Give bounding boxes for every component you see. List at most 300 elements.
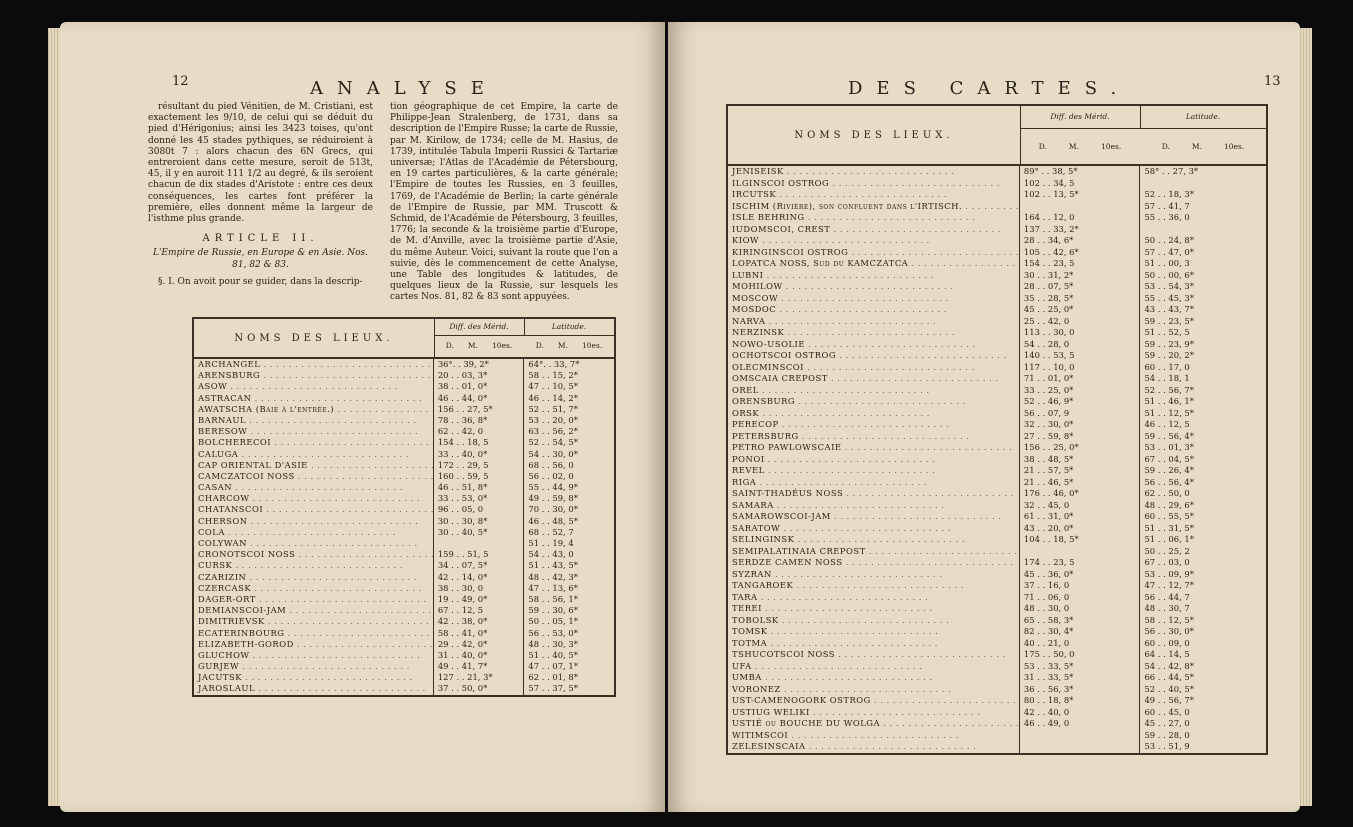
longitude-value: 42 . . 14, 0* <box>434 572 525 583</box>
latitude-value: 46 . . 14, 2* <box>528 392 578 403</box>
place-name: DEMIANSCOI-JAM . . . <box>194 605 434 616</box>
longitude-value: 127 . . 21, 3* <box>434 672 525 683</box>
place-name: BOLCHERECOI . . . <box>194 437 434 448</box>
latitude-value: 58° . . 27, 3* <box>1144 166 1199 176</box>
table-row <box>728 477 1266 489</box>
latitude-value: 70 . . 30, 0* <box>528 504 578 515</box>
table-row <box>728 293 1266 305</box>
table-row <box>728 523 1266 535</box>
table-row <box>728 212 1266 224</box>
place-name: IUDOMSCOI, CREST . . . <box>728 224 1020 236</box>
page-number: 13 <box>1264 74 1281 89</box>
longitude-value: 160 . . 59, 5 <box>434 471 525 482</box>
longitude-value: 33 . . 40, 0* <box>434 449 525 460</box>
latitude-value: 52 . . 54, 5* <box>528 437 578 448</box>
latitude-value: 60 . . 09, 0 <box>1144 637 1190 648</box>
latitude-value: 58 . . 56, 1* <box>528 593 578 604</box>
longitude-value: 174 . . 23, 5 <box>1020 557 1141 569</box>
table-row <box>194 639 614 650</box>
longitude-value <box>1020 730 1141 742</box>
latitude-value: 54 . . 43, 0 <box>528 549 574 560</box>
longitude-value: 71 . . 01, 0* <box>1020 373 1141 385</box>
latitude-value: 50 . . 24, 8* <box>1144 235 1194 245</box>
longitude-value: 62 . . 42, 0 <box>434 426 525 437</box>
table-row <box>194 560 614 571</box>
table-row <box>728 327 1266 339</box>
text-column-1 <box>148 102 373 288</box>
table-row <box>728 178 1266 190</box>
place-name: UMBA . . . <box>728 672 1020 684</box>
latitude-value: 52 . . 18, 3* <box>1144 189 1194 199</box>
table-row <box>728 500 1266 512</box>
longitude-value: 67 . . 12, 5 <box>434 605 525 616</box>
latitude-value: 54 . . 42, 8* <box>1144 660 1194 671</box>
latitude-value: 66 . . 44, 5* <box>1144 672 1194 682</box>
latitude-value: 50 . . 05, 1* <box>528 616 578 627</box>
longitude-value: 105 . . 42, 6* <box>1020 247 1141 259</box>
table-row <box>194 415 614 426</box>
table-row <box>194 683 614 694</box>
place-name: MOHILOW . . . <box>728 281 1020 293</box>
table-row <box>194 393 614 404</box>
place-name: UST-CAMENOGORK OSTROG . . . <box>728 695 1020 707</box>
table-row <box>728 189 1266 201</box>
latitude-value: 51 . . 19, 4 <box>528 538 574 548</box>
longitude-value: 38 . . 30, 0 <box>434 583 525 594</box>
longitude-value: 19 . . 49, 0* <box>434 594 525 605</box>
latitude-value: 51 . . 06, 1* <box>1144 534 1194 544</box>
latitude-value: 52 . . 56, 7* <box>1144 384 1194 395</box>
table-row <box>728 258 1266 270</box>
longitude-value: 78 . . 36, 8* <box>434 415 525 426</box>
place-name: AWATSCHA (Baie à l'entrée.) . . . <box>194 404 434 415</box>
text-column-2 <box>390 102 618 304</box>
latitude-value: 64°. . 33, 7* <box>528 359 580 369</box>
table-row <box>194 527 614 538</box>
longitude-value: 154 . . 23, 5 <box>1020 258 1141 270</box>
right-page <box>668 22 1300 812</box>
table-row <box>194 493 614 504</box>
table-row <box>728 166 1266 178</box>
longitude-value: 21 . . 46, 5* <box>1020 477 1141 489</box>
place-name: BARNAUL . . . <box>194 415 434 426</box>
place-name: ILGINSCOI OSTROG . . . <box>728 178 1020 190</box>
longitude-header: Diff. des Mérid. <box>434 319 525 336</box>
latitude-value: 60 . . 45, 0 <box>1144 706 1190 717</box>
latitude-value: 67 . . 04, 5* <box>1144 453 1194 464</box>
place-name: UFA . . . <box>728 661 1020 673</box>
longitude-value <box>1020 546 1141 558</box>
latitude-value: 48 . . 29, 6* <box>1144 499 1194 510</box>
latitude-value: 51 . . 46, 1* <box>1144 396 1194 406</box>
table-row <box>728 626 1266 638</box>
longitude-value: 175 . . 50, 0 <box>1020 649 1141 661</box>
latitude-value: 45 . . 27, 0 <box>1144 718 1190 728</box>
longitude-value: 40 . . 21, 0 <box>1020 638 1141 650</box>
place-name: OLECMINSCOI . . . <box>728 362 1020 374</box>
longitude-value: 46 . . 51, 8* <box>434 482 525 493</box>
latitude-value: 57 . . 47, 0* <box>1144 246 1194 257</box>
place-name: PONOI . . . <box>728 454 1020 466</box>
place-name: MOSDOC . . . <box>728 304 1020 316</box>
longitude-value: 117 . . 10, 0 <box>1020 362 1141 374</box>
table-row <box>728 741 1266 753</box>
place-name: TSHUCOTSCOI NOSS . . . <box>728 649 1020 661</box>
longitude-value: 33 . . 53, 0* <box>434 493 525 504</box>
longitude-value: 54 . . 28, 0 <box>1020 339 1141 351</box>
table-row <box>728 235 1266 247</box>
longitude-value: 137 . . 33, 2* <box>1020 224 1141 236</box>
place-name: TEREI . . . <box>728 603 1020 615</box>
latitude-value: 57 . . 37, 5* <box>528 683 578 694</box>
table-row <box>728 396 1266 408</box>
table-row <box>728 730 1266 742</box>
place-name: ISCHIM (Rivière), son confluent dans l'IRTISCH. . . . <box>728 201 1020 213</box>
longitude-value: 58 . . 41, 0* <box>434 628 525 639</box>
latitude-value: 53 . . 01, 3* <box>1144 442 1194 452</box>
table-row <box>728 350 1266 362</box>
place-name: CAP ORIENTAL D'ASIE . . . <box>194 460 434 471</box>
place-name: SAMARA . . . <box>728 500 1020 512</box>
table-row <box>194 426 614 437</box>
place-name: USTIUG WELIKI . . . <box>728 707 1020 719</box>
longitude-subheader: D. M. 10es. <box>1038 142 1122 151</box>
latitude-value: 60 . . 55, 5* <box>1144 511 1194 521</box>
place-name: OMSCAIA CREPOST . . . <box>728 373 1020 385</box>
place-name: KIOW . . . <box>728 235 1020 247</box>
table-row <box>728 373 1266 385</box>
latitude-value: 59 . . 30, 6* <box>528 605 578 616</box>
longitude-value: 30 . . 40, 5* <box>434 527 525 538</box>
longitude-value: 159 . . 51, 5 <box>434 549 525 560</box>
table-body <box>194 359 614 695</box>
place-name: SELINGINSK . . . <box>728 534 1020 546</box>
longitude-header: Diff. des Mérid. <box>1020 106 1141 129</box>
place-name: CRONOTSCOI NOSS . . . <box>194 549 434 560</box>
longitude-value: 56 . . 07, 9 <box>1020 408 1141 420</box>
longitude-value: 42 . . 38, 0* <box>434 616 525 627</box>
table-body <box>728 166 1266 753</box>
longitude-value: 28 . . 07, 5* <box>1020 281 1141 293</box>
longitude-value: 36°. . 39, 2* <box>434 359 525 370</box>
table-header <box>728 106 1266 166</box>
table-row <box>194 516 614 527</box>
longitude-value: 113 . . 30, 0 <box>1020 327 1141 339</box>
latitude-value: 48 . . 30, 3* <box>528 638 578 649</box>
longitude-value: 140 . . 53, 5 <box>1020 350 1141 362</box>
running-head: ANALYSE <box>310 78 498 99</box>
longitude-value: 49 . . 41, 7* <box>434 661 525 672</box>
paragraph: tion géographique de cet Empire, la carte de Philippe-Jean Stralenberg, de 1731, dans sa description de l'Empire Russe; la carte de Russie, par M. Kirilow, de 1734; celle de M. Hasius, de 1739, intitulée Tabula Imperii Russici & Tartariæ universæ; l'Atlas de l'Académie de Pétersbourg, en 19 cartes particulières, & la carte générale; l'Empire de toutes les Russies, en 3 feuilles, 1769, de l'Académie de Berlin; la carte générale de l'Empire de Russie, par MM. Truscott & Schmid, de l'Académie de Pétersbourg, 3 feuilles, 1776; la seconde & la troisième partie d'Europe, de M. d'Anville, avec la troisième partie d'Asie, du même Auteur. Voici, suivant la route que l'on a suivie, dès le commencement de cette Analyse, une Table des longitudes & latitudes, de quelques lieux de la Russie, sur lesquels les cartes Nos. 81, 82 & 83 sont appuyées. <box>390 102 618 303</box>
left-page <box>60 22 665 812</box>
table-row <box>194 437 614 448</box>
place-name: TOMSK . . . <box>728 626 1020 638</box>
latitude-value: 51 . . 40, 5* <box>528 649 578 660</box>
table-row <box>728 684 1266 696</box>
latitude-value: 53 . . 54, 3* <box>1144 281 1194 291</box>
table-row <box>728 316 1266 328</box>
latitude-value: 56 . . 30, 0* <box>1144 626 1194 636</box>
longitude-value: 154 . . 18, 5 <box>434 437 525 448</box>
table-row <box>728 580 1266 592</box>
longitude-value: 37 . . 16, 0 <box>1020 580 1141 592</box>
table-row <box>728 638 1266 650</box>
table-row <box>728 362 1266 374</box>
place-name: COLYWAN . . . <box>194 538 434 549</box>
table-row <box>728 615 1266 627</box>
page-edge-left <box>48 28 60 806</box>
latitude-value: 51 . . 00, 3 <box>1144 258 1190 268</box>
place-name: BERESOW . . . <box>194 426 434 437</box>
latitude-value: 47 . . 12, 7* <box>1144 580 1194 590</box>
longitude-value: 102 . . 13, 5* <box>1020 189 1141 201</box>
place-name: ORSK . . . <box>728 408 1020 420</box>
table-row <box>194 370 614 381</box>
table-row <box>728 304 1266 316</box>
latitude-value: 50 . . 25, 2 <box>1144 545 1190 556</box>
table-row <box>728 534 1266 546</box>
longitude-value: 48 . . 30, 0 <box>1020 603 1141 615</box>
place-name: NERZINSK . . . <box>728 327 1020 339</box>
table-row <box>728 270 1266 282</box>
longitude-value: 104 . . 18, 5* <box>1020 534 1141 546</box>
latitude-value: 58 . . 12, 5* <box>1144 614 1194 625</box>
latitude-value <box>1140 178 1266 190</box>
paragraph: résultant du pied Vénitien, de M. Cristiani, est exactement les 9/10, de celui qui se déduit du pied d'Hérigonius; ainsi les 3423 toises, qu'ont donné les 45 stades pythiques, se réduiroient à 3080t 7 : alors chacun des 6N Grecs, qui entreroient dans cette mesure, seroit de 513t, 45, il y en auroit 111 1/2 au degré, & ils seroient chacun de dix stades d'Aristote : entre ces deux conséquences, les cartes font préférer la première, elles donnent même la largeur de l'isthme plus grande. <box>148 102 373 225</box>
latitude-value: 47 . . 10, 5* <box>528 381 578 392</box>
latitude-value: 55 . . 44, 9* <box>528 482 578 493</box>
latitude-subheader: D. M. 10es. <box>535 341 603 350</box>
place-name: ARCHANGEL . . . <box>194 359 434 370</box>
latitude-value: 53 . . 09, 9* <box>1144 568 1194 579</box>
longitude-value: 176 . . 46, 0* <box>1020 488 1141 500</box>
table-row <box>194 449 614 460</box>
table-row <box>194 381 614 392</box>
longitude-value: 37 . . 50, 0* <box>434 683 525 694</box>
longitude-value: 65 . . 58, 3* <box>1020 615 1141 627</box>
latitude-value: 59 . . 56, 4* <box>1144 430 1194 441</box>
table-header <box>194 319 614 359</box>
latitude-value: 46 . . 48, 5* <box>528 515 578 526</box>
longitude-value: 164 . . 12, 0 <box>1020 212 1141 224</box>
latitude-value: 49 . . 59, 8* <box>528 493 578 504</box>
page-number: 12 <box>172 74 189 89</box>
place-name: TOBOLSK . . . <box>728 615 1020 627</box>
place-name: KIRINGINSCOI OSTROG . . . <box>728 247 1020 259</box>
latitude-value: 43 . . 43, 7* <box>1144 304 1194 314</box>
place-name: COLA . . . <box>194 527 434 538</box>
longitude-value: 27 . . 59, 8* <box>1020 431 1141 443</box>
place-name: JENISEISK . . . <box>728 166 1020 178</box>
latitude-value: 55 . . 45, 3* <box>1144 292 1194 303</box>
longitude-value: 156 . . 25, 0* <box>1020 442 1141 454</box>
place-name: CHARCOW . . . <box>194 493 434 504</box>
table-row <box>728 569 1266 581</box>
place-name: PETRO PAWLOWSCAIE . . . <box>728 442 1020 454</box>
place-name: CZERCASK . . . <box>194 583 434 594</box>
page-edge-right <box>1300 28 1312 806</box>
place-name: ECATERINBOURG . . . <box>194 628 434 639</box>
table-row <box>194 594 614 605</box>
latitude-value: 51 . . 52, 5 <box>1144 327 1190 337</box>
table-row <box>194 605 614 616</box>
latitude-value: 54 . . 30, 0* <box>528 448 578 459</box>
coordinates-table <box>192 317 616 697</box>
longitude-value: 172 . . 29, 5 <box>434 460 525 471</box>
place-name: ISLE BEHRING . . . <box>728 212 1020 224</box>
longitude-value: 29 . . 42, 0* <box>434 639 525 650</box>
longitude-value: 71 . . 06, 0 <box>1020 592 1141 604</box>
latitude-value <box>1140 224 1266 236</box>
latitude-value: 67 . . 03, 0 <box>1144 557 1190 567</box>
table-row <box>728 247 1266 259</box>
latitude-value: 59 . . 26, 4* <box>1144 465 1194 475</box>
table-row <box>728 431 1266 443</box>
table-row <box>728 707 1266 719</box>
latitude-value: 58 . . 15, 2* <box>528 370 578 381</box>
latitude-value: 62 . . 50, 0 <box>1144 488 1190 498</box>
place-name: MOSCOW . . . <box>728 293 1020 305</box>
table-row <box>728 603 1266 615</box>
place-name: ELIZABETH-GOROD . . . <box>194 639 434 650</box>
table-row <box>728 718 1266 730</box>
table-row <box>728 408 1266 420</box>
longitude-value: 43 . . 20, 0* <box>1020 523 1141 535</box>
longitude-value: 30 . . 30, 8* <box>434 516 525 527</box>
longitude-value: 61 . . 31, 0* <box>1020 511 1141 523</box>
latitude-value: 62 . . 01, 8* <box>528 672 578 683</box>
coordinates-table <box>726 104 1268 755</box>
latitude-value: 68 . . 56, 0 <box>528 459 574 470</box>
table-row <box>194 504 614 515</box>
latitude-value: 59 . . 23, 5* <box>1144 315 1194 326</box>
place-name: CURSK . . . <box>194 560 434 571</box>
longitude-value: 21 . . 57, 5* <box>1020 465 1141 477</box>
place-name: OREL . . . <box>728 385 1020 397</box>
longitude-value: 45 . . 25, 0* <box>1020 304 1141 316</box>
names-header: NOMS DES LIEUX. <box>728 106 1021 164</box>
place-name: GLUCHOW . . . <box>194 650 434 661</box>
latitude-value: 56 . . 56, 4* <box>1144 476 1194 487</box>
longitude-value: 38 . . 48, 5* <box>1020 454 1141 466</box>
place-name: JACUTSK . . . <box>194 672 434 683</box>
place-name: IRCUTSK . . . <box>728 189 1020 201</box>
longitude-value: 52 . . 46, 9* <box>1020 396 1141 408</box>
latitude-value: 68 . . 52, 7 <box>528 526 574 537</box>
place-name: TOTMA . . . <box>728 638 1020 650</box>
table-row <box>194 482 614 493</box>
longitude-value: 42 . . 40, 0 <box>1020 707 1141 719</box>
table-row <box>728 511 1266 523</box>
table-row <box>728 649 1266 661</box>
place-name: TANGAROEK . . . <box>728 580 1020 592</box>
table-row <box>728 385 1266 397</box>
longitude-value: 45 . . 36, 0* <box>1020 569 1141 581</box>
latitude-value: 59 . . 20, 2* <box>1144 350 1194 360</box>
place-name: ARENSBURG . . . <box>194 370 434 381</box>
table-row <box>728 695 1266 707</box>
place-name: RIGA . . . <box>728 477 1020 489</box>
latitude-value: 52 . . 51, 7* <box>528 403 578 414</box>
names-header: NOMS DES LIEUX. <box>194 319 435 357</box>
latitude-value: 50 . . 00, 6* <box>1144 269 1194 280</box>
longitude-value: 20 . . 03, 3* <box>434 370 525 381</box>
place-name: ASOW . . . <box>194 381 434 392</box>
latitude-value: 53 . . 51, 9 <box>1144 741 1190 751</box>
table-row <box>194 572 614 583</box>
table-row <box>728 281 1266 293</box>
place-name: CHERSON . . . <box>194 516 434 527</box>
place-name: NOWO-USOLIE . . . <box>728 339 1020 351</box>
place-name: SARATOW . . . <box>728 523 1020 535</box>
table-row <box>728 224 1266 236</box>
latitude-value: 59 . . 28, 0 <box>1144 729 1190 740</box>
latitude-value: 59 . . 23, 9* <box>1144 338 1194 349</box>
latitude-value: 56 . . 53, 0* <box>528 627 578 638</box>
table-row <box>728 672 1266 684</box>
table-row <box>728 557 1266 569</box>
place-name: CZARIZIN . . . <box>194 572 434 583</box>
latitude-value: 48 . . 30, 7 <box>1144 603 1190 613</box>
latitude-header: Latitude. <box>524 319 614 336</box>
place-name: CALUGA . . . <box>194 449 434 460</box>
longitude-value <box>1020 741 1141 753</box>
table-row <box>194 583 614 594</box>
latitude-value: 56 . . 44, 7 <box>1144 591 1190 602</box>
table-row <box>728 592 1266 604</box>
place-name: LUBNI . . . <box>728 270 1020 282</box>
place-name: CHATANSCOI . . . <box>194 504 434 515</box>
place-name: ZELESINSCAIA . . . <box>728 741 1020 753</box>
longitude-value: 31 . . 33, 5* <box>1020 672 1141 684</box>
longitude-value: 46 . . 49, 0 <box>1020 718 1141 730</box>
table-row <box>728 661 1266 673</box>
place-name: GURJEW . . . <box>194 661 434 672</box>
table-row <box>728 339 1266 351</box>
latitude-value: 49 . . 56, 7* <box>1144 695 1194 705</box>
table-row <box>194 471 614 482</box>
latitude-value: 46 . . 12, 5 <box>1144 419 1190 429</box>
longitude-subheader: D. M. 10es. <box>445 341 513 350</box>
table-row <box>194 549 614 560</box>
place-name: DAGER-ORT . . . <box>194 594 434 605</box>
longitude-value: 35 . . 28, 5* <box>1020 293 1141 305</box>
table-row <box>194 628 614 639</box>
longitude-value: 30 . . 31, 2* <box>1020 270 1141 282</box>
longitude-value: 82 . . 30, 4* <box>1020 626 1141 638</box>
latitude-value: 53 . . 20, 0* <box>528 414 578 425</box>
latitude-value: 47 . . 13, 6* <box>528 582 578 593</box>
longitude-value: 25 . . 42, 0 <box>1020 316 1141 328</box>
place-name: DIMITRIEVSK . . . <box>194 616 434 627</box>
table-row <box>194 404 614 415</box>
place-name: LOPATCA NOSS, Sud du KAMCZATCA . . . <box>728 258 1020 270</box>
running-head: DES CARTES. <box>848 78 1131 99</box>
longitude-value: 34 . . 07, 5* <box>434 560 525 571</box>
longitude-value: 89° . . 38, 5* <box>1020 166 1141 178</box>
table-row <box>728 419 1266 431</box>
place-name: WITIMSCOI . . . <box>728 730 1020 742</box>
latitude-value: 48 . . 42, 3* <box>528 571 578 582</box>
place-name: SEMIPALATINAIA CREPOST . . . <box>728 546 1020 558</box>
place-name: REVEL . . . <box>728 465 1020 477</box>
table-row <box>194 650 614 661</box>
longitude-value: 46 . . 44, 0* <box>434 393 525 404</box>
latitude-value: 64 . . 14, 5 <box>1144 649 1190 659</box>
longitude-value: 32 . . 45, 0 <box>1020 500 1141 512</box>
longitude-value: 53 . . 33, 5* <box>1020 661 1141 673</box>
table-row <box>194 359 614 370</box>
